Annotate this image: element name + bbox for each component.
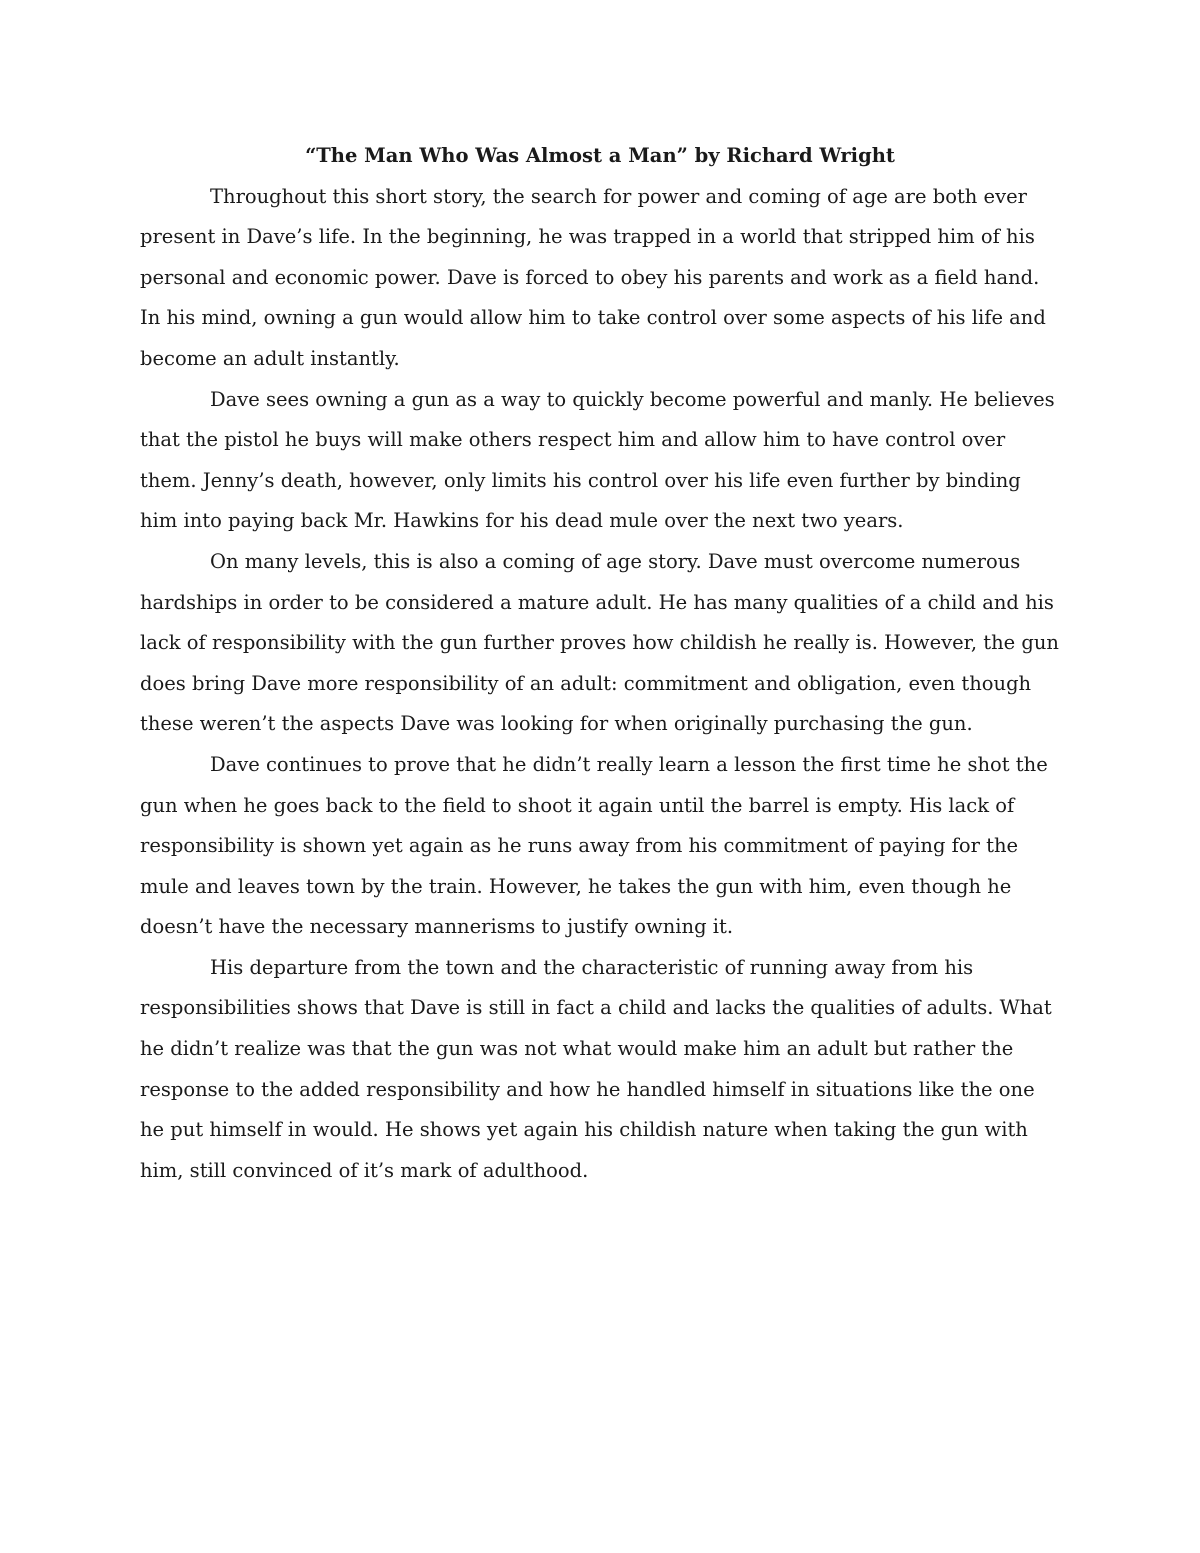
- essay-title: “The Man Who Was Almost a Man” by Richard Wright: [305, 144, 895, 167]
- paragraph-3: On many levels, this is also a coming of age story. Dave must overcome numerous hardships in order to be considered a mature adult. He has many qualities of a child and his lack of responsibility with the gun further proves how childish he really is. However, the gun does bring Dave more responsibility of an adult: commitment and obligation, even though these weren’t the aspects Dave was looking for when originally purchasing the gun.: [140, 549, 1059, 736]
- paragraph-1: Throughout this short story, the search for power and coming of age are both ever present in Dave’s life. In the beginning, he was trapped in a world that stripped him of his personal and economic power. Dave is forced to obey his parents and work as a field hand. In his mind, owning a gun would allow him to take control over some aspects of his life and become an adult instantly.: [140, 184, 1046, 370]
- paragraph-5: His departure from the town and the characteristic of running away from his responsibilities shows that Dave is still in fact a child and lacks the qualities of adults. What he didn’t realize was that the gun was not what would make him an adult but rather the response to the added responsibility and how he handled himself in situations like the one he put himself in would. He shows yet again his childish nature when taking the gun with him, still convinced of it’s mark of adulthood.: [140, 955, 1052, 1182]
- paragraph-4: Dave continues to prove that he didn’t really learn a lesson the first time he shot the gun when he goes back to the field to shoot it again until the barrel is empty. His lack of responsibility is shown yet again as he runs away from his commitment of paying for the mule and leaves town by the train. However, he takes the gun with him, even though he doesn’t have the necessary mannerisms to justify owning it.: [140, 752, 1048, 939]
- paragraph-2: Dave sees owning a gun as a way to quickly become powerful and manly. He believes that the pistol he buys will make others respect him and allow him to have control over them. Jenny’s death, however, only limits his control over his life even further by binding him into paying back Mr. Hawkins for his dead mule over the next two years.: [140, 387, 1055, 533]
- essay-body: [140, 136, 1060, 1191]
